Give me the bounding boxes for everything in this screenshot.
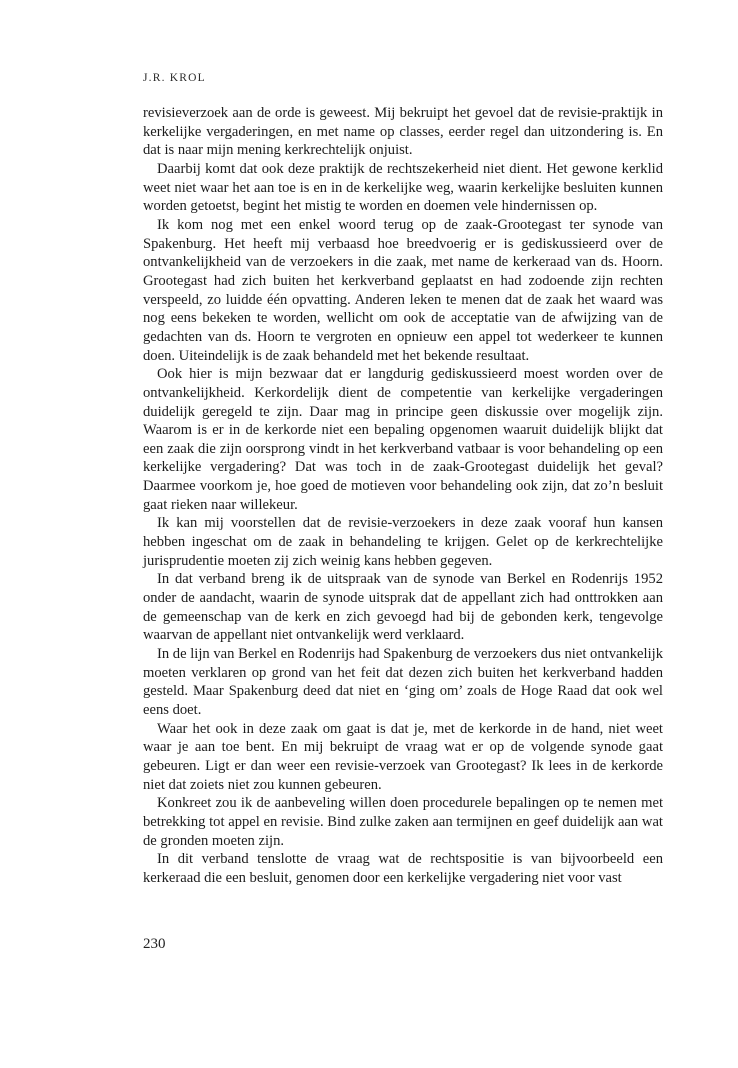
paragraph: Konkreet zou ik de aanbeveling willen doen procedurele bepalingen op te nemen met betrekking tot appel en revisie. Bind zulke zaken aan termijnen en geef duidelijk aan wat de gronden moeten zijn. xyxy=(143,795,663,849)
running-head: J.R. KROL xyxy=(143,72,206,84)
paragraph: In de lijn van Berkel en Rodenrijs had Spakenburg de verzoekers dus niet ontvankelijk moeten verklaren op grond van het feit dat dezen zich buiten het kerkverband hadden gesteld. Maar Spakenburg deed dat niet en ‘ging om’ zoals de Hoge Raad dat ook wel eens doet. xyxy=(143,646,663,718)
paragraph: Waar het ook in deze zaak om gaat is dat je, met de kerkorde in de hand, niet weet waar je aan toe bent. En mij bekruipt de vraag wat er op de volgende synode gaat gebeuren. Ligt er dan weer een revisie-verzoek van Grootegast? Ik lees in de kerkorde niet dat zoiets niet zou kunnen gebeuren. xyxy=(143,720,663,793)
paragraph: Ik kan mij voorstellen dat de revisie-verzoekers in deze zaak vooraf hun kansen hebben ingeschat om de zaak in behandeling te krijgen. Gelet op de kerkrechtelijke jurisprudentie moeten zij zich weinig kans hebben gegeven. xyxy=(143,515,663,569)
page-number: 230 xyxy=(143,936,166,952)
paragraph: Ik kom nog met een enkel woord terug op de zaak-Grootegast ter synode van Spakenburg. Het heeft mij verbaasd hoe breedvoerig er is gediskussieerd over de ontvankelijkheid van de verzoekers in die zaak, met name de kerkeraad van ds. Hoorn. Grootegast had zich buiten het kerkverband geplaatst en had zodoende zijn rechten verspeeld, zo luidde één opvatting. Anderen leken te menen dat de zaak het waard was nog eens bekeken te worden, wellicht om ook de acceptatie van de afwijzing van de gedachten van ds. Hoorn te vergroten en opnieuw een appel tot wederkeer te kunnen doen. Uiteindelijk is de zaak behandeld met het bekende resultaat. xyxy=(143,216,663,364)
paragraph: In dat verband breng ik de uitspraak van de synode van Berkel en Rodenrijs 1952 onder de aandacht, waarin de synode uitsprak dat de appellant zich had onttrokken aan de gemeenschap van de kerk en zich gevoegd had bij de gebonden kerk, tengevolge waarvan de appellant niet ontvankelijk werd verklaard. xyxy=(143,571,663,644)
body-text xyxy=(143,104,663,888)
paragraph: In dit verband tenslotte de vraag wat de rechtspositie is van bijvoorbeeld een kerkeraad die een besluit, genomen door een kerkelijke vergadering niet voor vast xyxy=(143,851,663,886)
paragraph: Ook hier is mijn bezwaar dat er langdurig gediskussieerd moest worden over de ontvankelijkheid. Kerkordelijk dient de competentie van kerkelijke vergaderingen duidelijk geregeld te zijn. Daar mag in principe geen diskussie over mogelijk zijn. Waarom is er in de kerkorde niet een bepaling opgenomen waaruit duidelijk blijkt dat een zaak die zijn oorsprong vindt in het kerkverband vatbaar is voor behandeling op een kerkelijke vergadering? Dat was toch in de zaak-Grootegast duidelijk het geval? Daarmee voorkom je, hoe goed de motieven voor behandeling ook zijn, dat zo’n besluit gaat rieken naar willekeur. xyxy=(143,366,663,513)
paragraph: Daarbij komt dat ook deze praktijk de rechtszekerheid niet dient. Het gewone kerklid weet niet waar het aan toe is en in de kerkelijke weg, waarin kerkelijke besluiten kunnen worden getoetst, begint het mistig te worden en doemen vele hindernissen op. xyxy=(143,160,663,215)
paragraph: revisieverzoek aan de orde is geweest. Mij bekruipt het gevoel dat de revisie-praktijk in kerkelijke vergaderingen, en met name op classes, eerder regel dan uitzondering is. En dat is naar mijn mening kerkrechtelijk onjuist. xyxy=(143,105,663,159)
